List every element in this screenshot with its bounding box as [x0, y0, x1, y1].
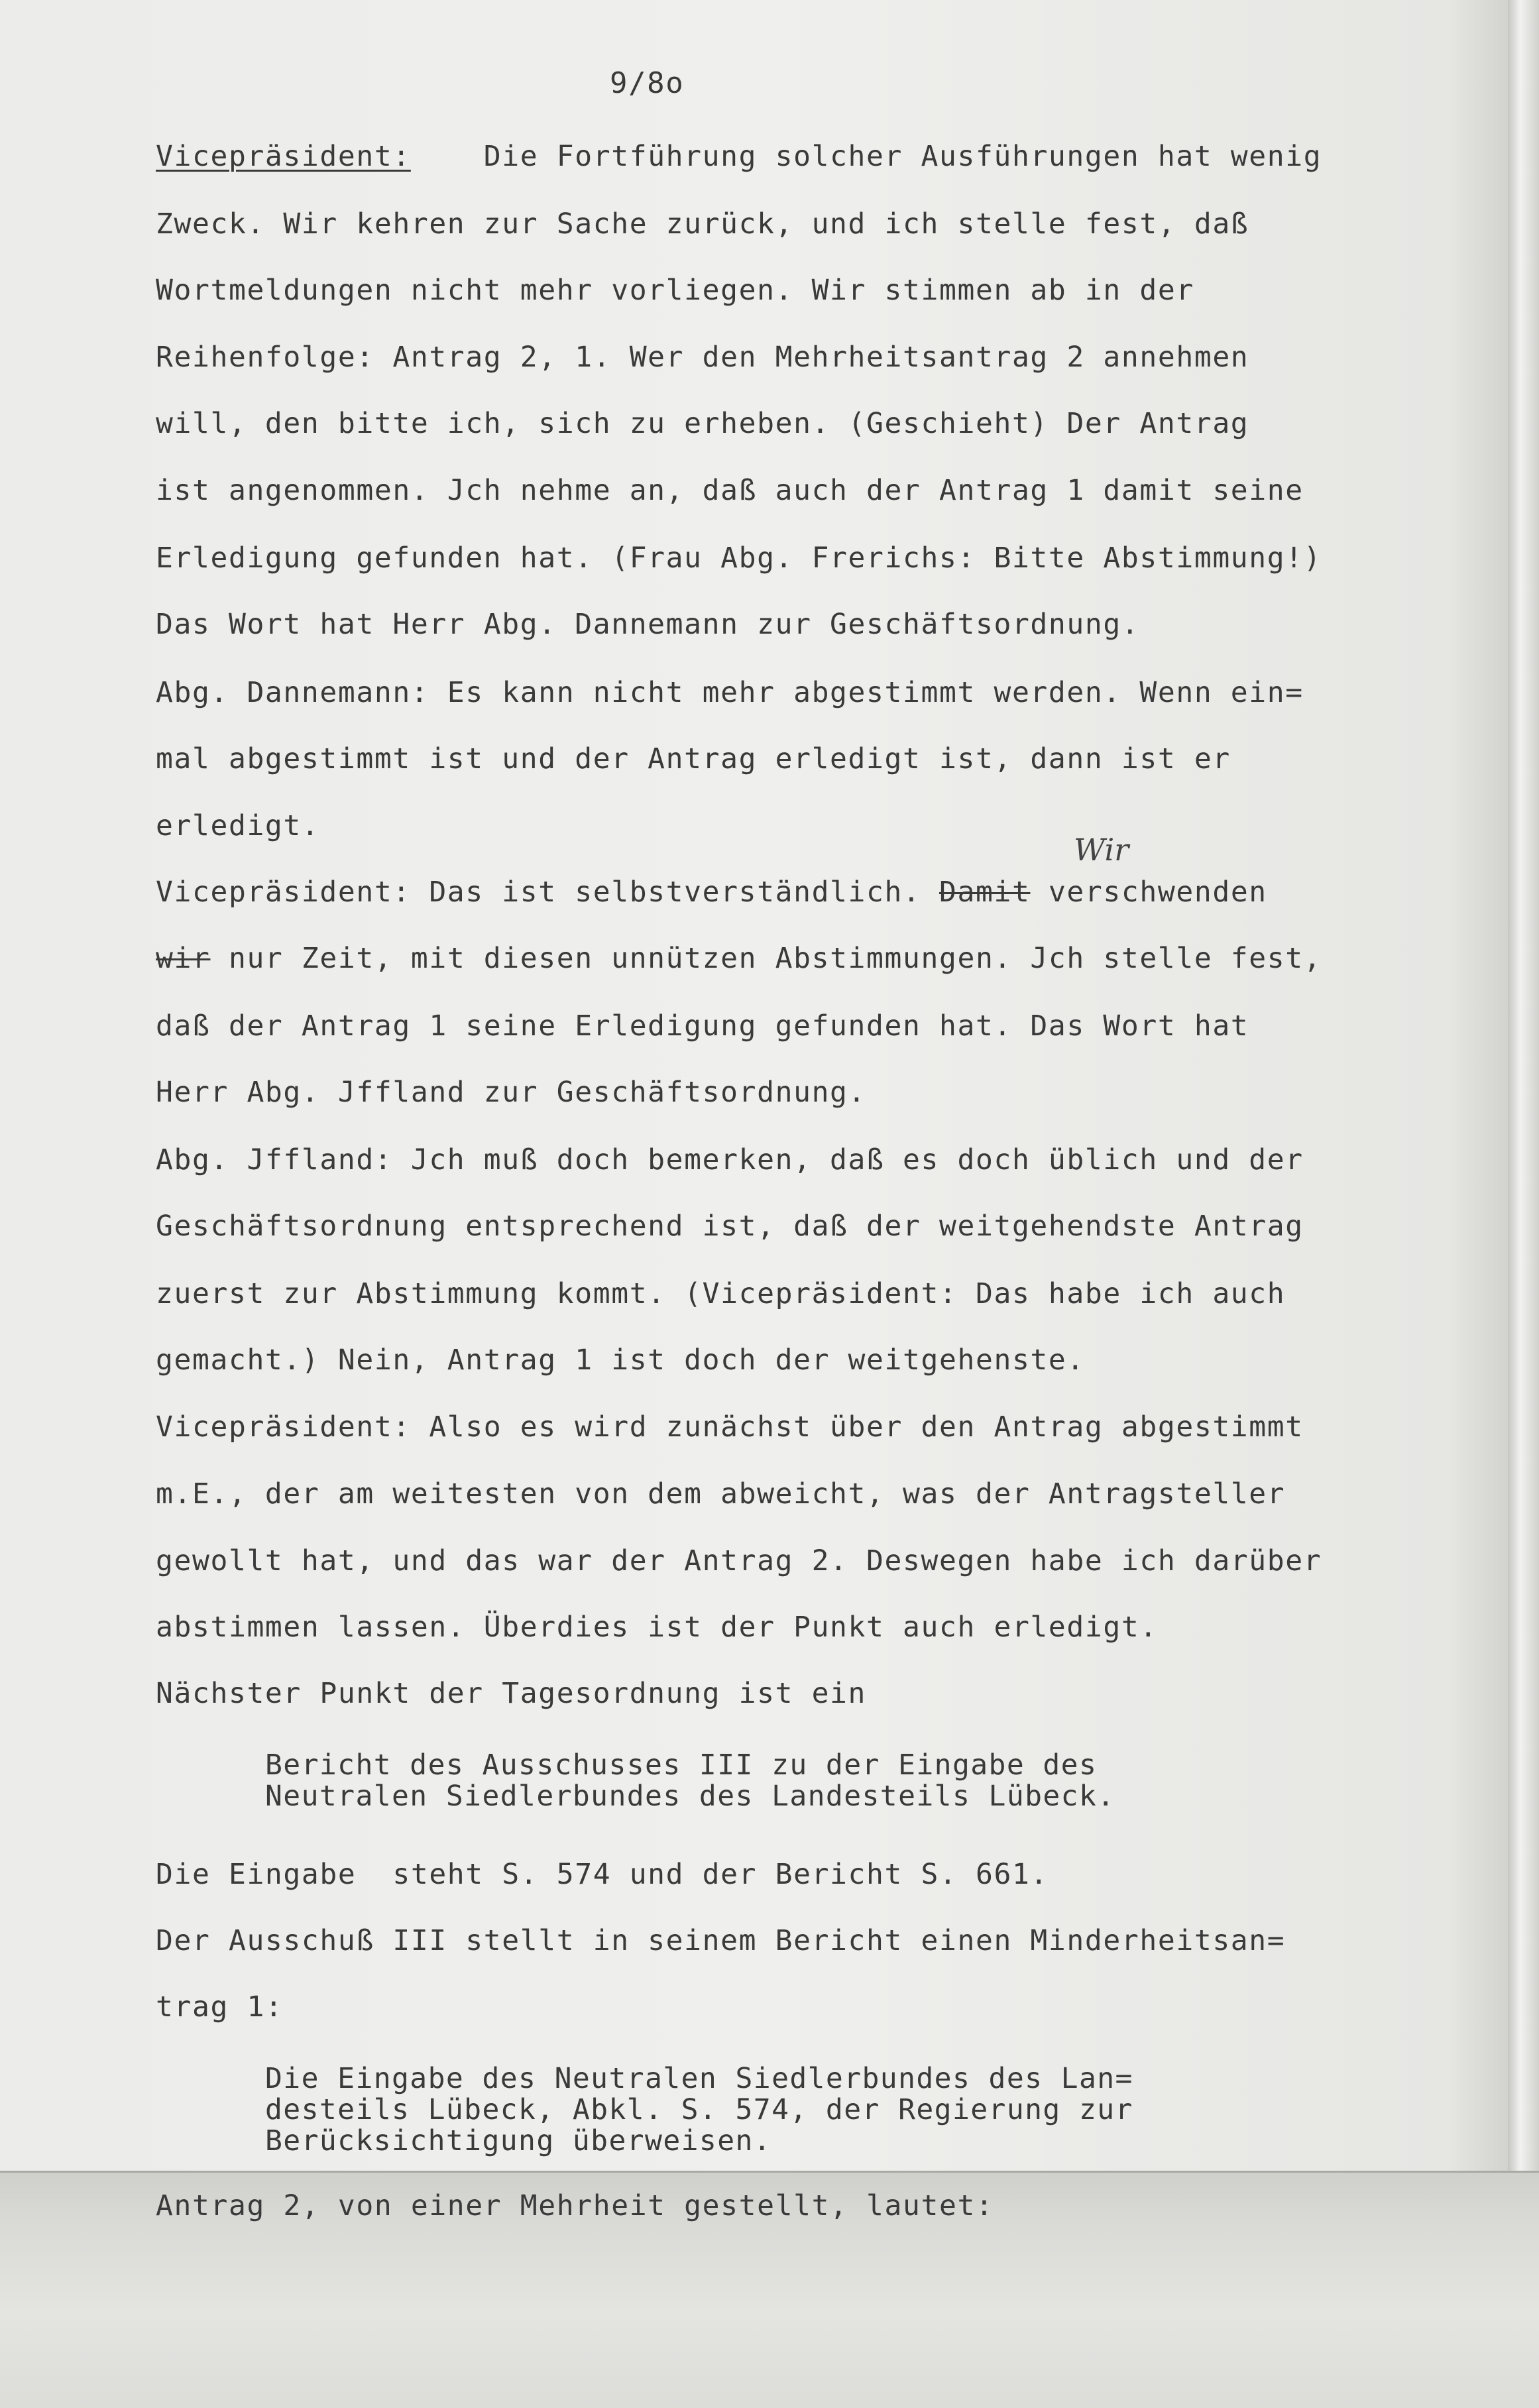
motion-quote-line-3: Berücksichtigung überweisen. [265, 2124, 772, 2157]
text-line-13: wir nur Zeit, mit diesen unnützen Abstimmungen. Jch stelle fest, [156, 942, 1322, 975]
text-line-22: gewollt hat, und das war der Antrag 2. Deswegen habe ich darüber [156, 1544, 1322, 1577]
text-line-8: Das Wort hat Herr Abg. Dannemann zur Geschäftsordnung. [156, 608, 1140, 641]
motion-quote-line-1: Die Eingabe des Neutralen Siedlerbundes des Lan= [265, 2062, 1133, 2095]
text-line-20: Vicepräsident: Also es wird zunächst über den Antrag abgestimmt [156, 1410, 1304, 1444]
text-line-1: Vicepräsident: Die Fortführung solcher Ausführungen hat wenig [156, 140, 1322, 173]
text-line-6: ist angenommen. Jch nehme an, daß auch der Antrag 1 damit seine [156, 474, 1304, 507]
text-line-12: Vicepräsident: Das ist selbstverständlich. Damit verschwenden [156, 876, 1267, 909]
page-number: 9/8o [610, 66, 685, 100]
text-line-14: daß der Antrag 1 seine Erledigung gefunden hat. Das Wort hat [156, 1009, 1249, 1043]
text-line-10: mal abgestimmt ist und der Antrag erledigt ist, dann ist er [156, 742, 1231, 775]
text-line-24: Nächster Punkt der Tagesordnung ist ein [156, 1677, 867, 1710]
text-line-16: Abg. Jffland: Jch muß doch bemerken, daß es doch üblich und der [156, 1143, 1304, 1176]
text-line-27: trag 1: [156, 1990, 284, 2024]
text-line-2: Zweck. Wir kehren zur Sache zurück, und ich stelle fest, daß [156, 207, 1249, 241]
text-line-17: Geschäftsordnung entsprechend ist, daß der weitgehendste Antrag [156, 1210, 1304, 1243]
struck-word: Damit [939, 876, 1031, 909]
text-line-11: erledigt. [156, 809, 320, 842]
handwritten-correction: Wir [1074, 832, 1129, 868]
text-line-5: will, den bitte ich, sich zu erheben. (Geschieht) Der Antrag [156, 407, 1249, 440]
text-line-18: zuerst zur Abstimmung kommt. (Vicepräsident: Das habe ich auch [156, 1277, 1286, 1310]
agenda-item-line-2: Neutralen Siedlerbundes des Landesteils Lübeck. [265, 1780, 1115, 1813]
agenda-item-line-1: Bericht des Ausschusses III zu der Eingabe des [265, 1749, 1098, 1782]
text-line-4: Reihenfolge: Antrag 2, 1. Wer den Mehrheitsantrag 2 annehmen [156, 341, 1249, 374]
text-line-9: Abg. Dannemann: Es kann nicht mehr abgestimmt werden. Wenn ein= [156, 676, 1304, 709]
text-line-25: Die Eingabe steht S. 574 und der Bericht S. 661. [156, 1858, 1049, 1891]
text-line-26: Der Ausschuß III stellt in seinem Bericht einen Minderheitsan= [156, 1924, 1286, 1957]
speaker-label: Vicepräsident: [156, 140, 411, 173]
text-line-21: m.E., der am weitesten von dem abweicht, was der Antragsteller [156, 1477, 1286, 1511]
final-line: Antrag 2, von einer Mehrheit gestellt, lautet: [156, 2189, 994, 2222]
struck-word: wir [156, 942, 211, 975]
text-line-19: gemacht.) Nein, Antrag 1 ist doch der weitgehenste. [156, 1344, 1085, 1377]
text-line-7: Erledigung gefunden hat. (Frau Abg. Frerichs: Bitte Abstimmung!) [156, 542, 1322, 575]
text-line-23: abstimmen lassen. Überdies ist der Punkt auch erledigt. [156, 1611, 1158, 1644]
text-line-3: Wortmeldungen nicht mehr vorliegen. Wir stimmen ab in der [156, 274, 1194, 307]
text-line-15: Herr Abg. Jffland zur Geschäftsordnung. [156, 1076, 867, 1109]
motion-quote-line-2: desteils Lübeck, Abkl. S. 574, der Regierung zur [265, 2093, 1133, 2126]
